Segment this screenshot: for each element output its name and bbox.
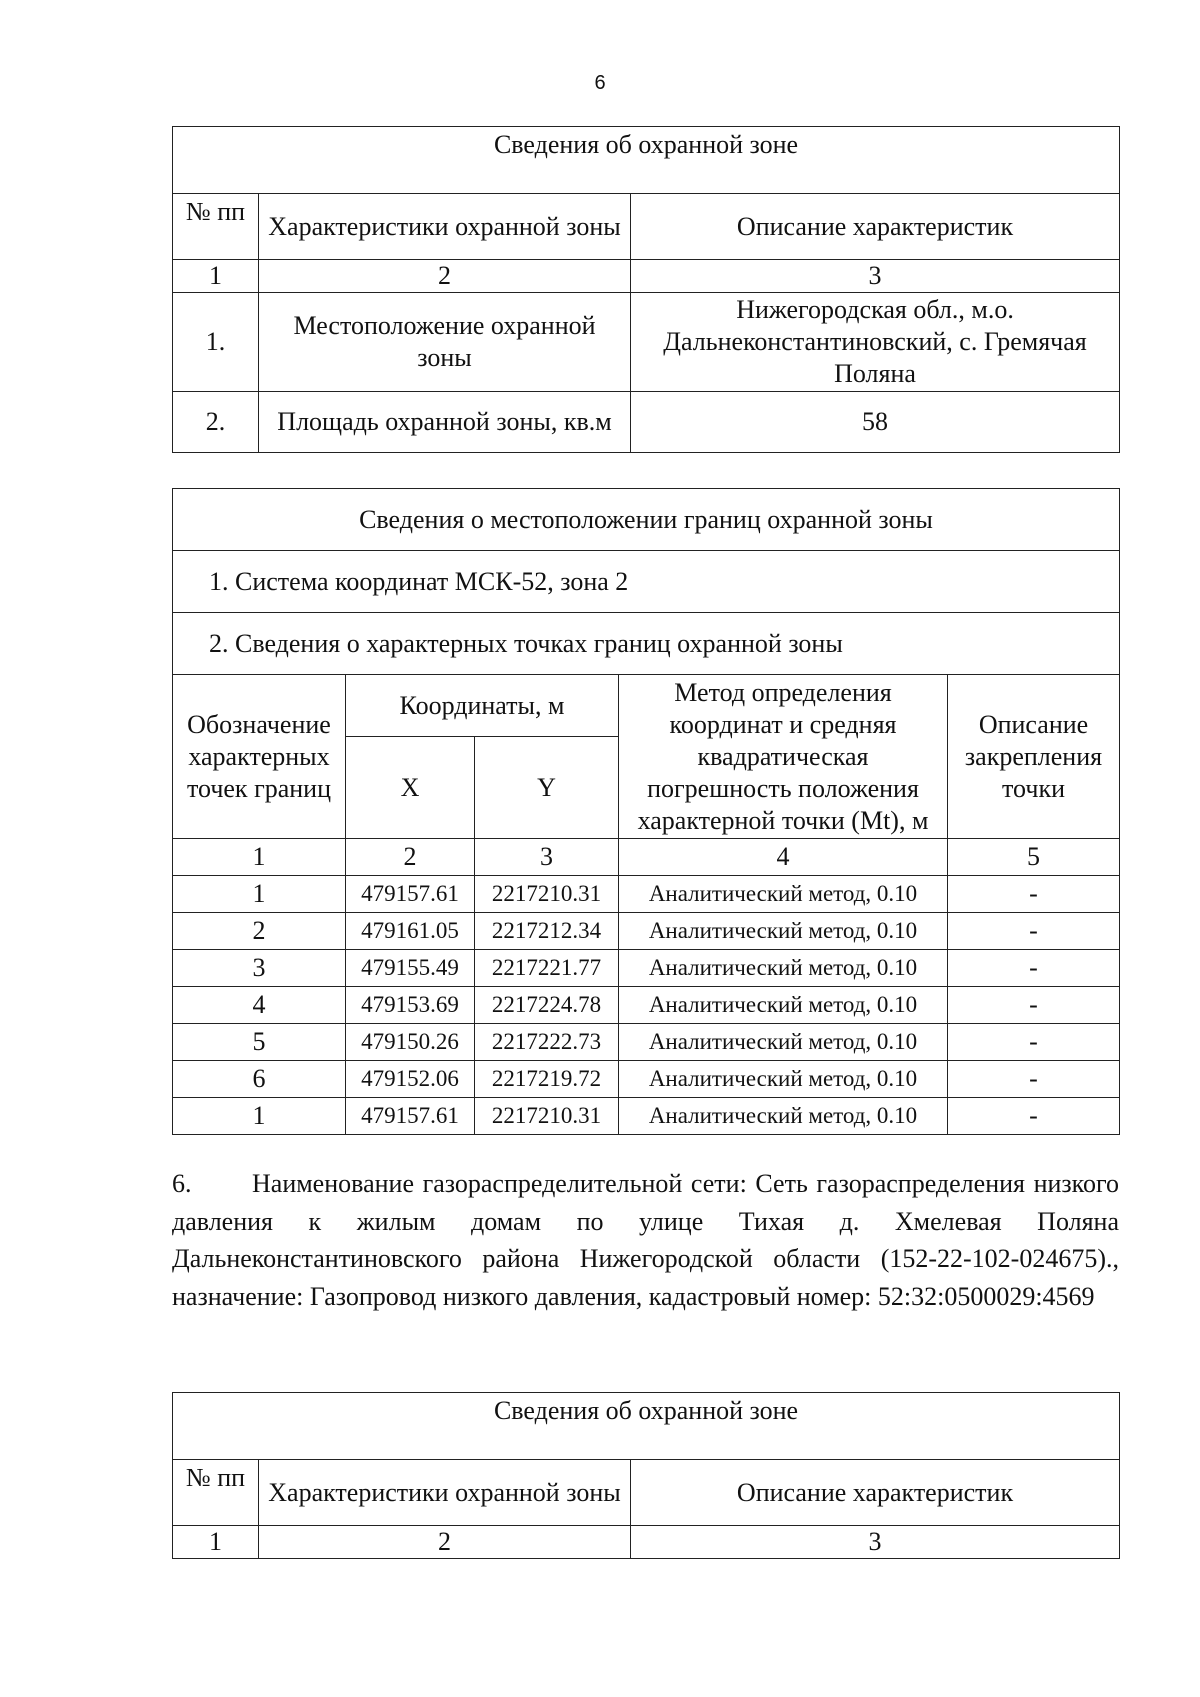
boundary-points-table xyxy=(172,488,1120,1135)
network-description xyxy=(172,1165,1119,1315)
row-number: 2. xyxy=(173,392,259,453)
fixing-cell: - xyxy=(948,876,1120,913)
y-cell: 2217210.31 xyxy=(475,876,619,913)
point-cell: 6 xyxy=(173,1061,346,1098)
index-cell: 5 xyxy=(948,839,1120,876)
row-description: Нижегородская обл., м.о. Дальнеконстантиновский, с. Гремячая Поляна xyxy=(631,293,1120,392)
x-cell: 479157.61 xyxy=(346,876,475,913)
header-number: № пп xyxy=(173,194,259,260)
method-cell: Аналитический метод, 0.10 xyxy=(619,913,948,950)
method-cell: Аналитический метод, 0.10 xyxy=(619,987,948,1024)
method-cell: Аналитический метод, 0.10 xyxy=(619,1098,948,1135)
point-cell: 3 xyxy=(173,950,346,987)
y-cell: 2217221.77 xyxy=(475,950,619,987)
points-title: 2. Сведения о характерных точках границ охранной зоны xyxy=(173,613,1120,675)
fixing-cell: - xyxy=(948,1098,1120,1135)
method-cell: Аналитический метод, 0.10 xyxy=(619,876,948,913)
table-row xyxy=(173,392,1120,453)
index-cell: 2 xyxy=(346,839,475,876)
method-cell: Аналитический метод, 0.10 xyxy=(619,1061,948,1098)
index-cell: 2 xyxy=(259,260,631,293)
fixing-cell: - xyxy=(948,950,1120,987)
fixing-cell: - xyxy=(948,1061,1120,1098)
method-cell: Аналитический метод, 0.10 xyxy=(619,950,948,987)
header-description: Описание характеристик xyxy=(631,1460,1120,1526)
index-cell: 3 xyxy=(475,839,619,876)
index-cell: 1 xyxy=(173,260,259,293)
table-row xyxy=(173,876,1120,913)
header-y: Y xyxy=(475,737,619,839)
index-cell: 3 xyxy=(631,260,1120,293)
x-cell: 479152.06 xyxy=(346,1061,475,1098)
table-row xyxy=(173,293,1120,392)
table-title: Сведения о местоположении границ охранной зоны xyxy=(173,489,1120,551)
table-title: Сведения об охранной зоне xyxy=(173,1393,1120,1460)
row-characteristic: Площадь охранной зоны, кв.м xyxy=(259,392,631,453)
index-cell: 2 xyxy=(259,1526,631,1559)
coordinate-system: 1. Система координат МСК-52, зона 2 xyxy=(173,551,1120,613)
index-cell: 1 xyxy=(173,1526,259,1559)
header-description: Описание характеристик xyxy=(631,194,1120,260)
fixing-cell: - xyxy=(948,987,1120,1024)
protection-zone-table-2 xyxy=(172,1392,1120,1559)
table-row xyxy=(173,1024,1120,1061)
header-coordinates: Координаты, м xyxy=(346,675,619,737)
method-cell: Аналитический метод, 0.10 xyxy=(619,1024,948,1061)
x-cell: 479153.69 xyxy=(346,987,475,1024)
header-characteristic: Характеристики охранной зоны xyxy=(259,1460,631,1526)
row-characteristic: Местоположение охранной зоны xyxy=(259,293,631,392)
header-method: Метод определения координат и средняя квадратическая погрешность положения характерной точки (Mt), м xyxy=(619,675,948,839)
index-cell: 4 xyxy=(619,839,948,876)
point-cell: 1 xyxy=(173,876,346,913)
table-row xyxy=(173,1098,1120,1135)
point-cell: 1 xyxy=(173,1098,346,1135)
row-description: 58 xyxy=(631,392,1120,453)
fixing-cell: - xyxy=(948,1024,1120,1061)
header-characteristic: Характеристики охранной зоны xyxy=(259,194,631,260)
x-cell: 479155.49 xyxy=(346,950,475,987)
table-row xyxy=(173,950,1120,987)
x-cell: 479157.61 xyxy=(346,1098,475,1135)
x-cell: 479150.26 xyxy=(346,1024,475,1061)
header-fixing: Описание закрепления точки xyxy=(948,675,1120,839)
table-title: Сведения об охранной зоне xyxy=(173,127,1120,194)
table-row xyxy=(173,987,1120,1024)
header-x: X xyxy=(346,737,475,839)
x-cell: 479161.05 xyxy=(346,913,475,950)
index-cell: 1 xyxy=(173,839,346,876)
protection-zone-table xyxy=(172,126,1120,453)
paragraph-number: 6. xyxy=(172,1169,192,1198)
y-cell: 2217222.73 xyxy=(475,1024,619,1061)
y-cell: 2217219.72 xyxy=(475,1061,619,1098)
y-cell: 2217224.78 xyxy=(475,987,619,1024)
point-cell: 5 xyxy=(173,1024,346,1061)
y-cell: 2217210.31 xyxy=(475,1098,619,1135)
paragraph-text: Наименование газораспределительной сети: Сеть газораспределения низкого давления к жилым домам по улице Тихая д. Хмелевая Поляна Дальнеконстантиновского района Нижегородской области (152-22-102-024675)., назначение: Газопровод низкого давления, кадастровый номер: 52:32:0500029:4569 xyxy=(172,1169,1119,1311)
point-cell: 4 xyxy=(173,987,346,1024)
page-number: 6 xyxy=(594,72,606,94)
table-row xyxy=(173,1061,1120,1098)
y-cell: 2217212.34 xyxy=(475,913,619,950)
point-cell: 2 xyxy=(173,913,346,950)
table-row xyxy=(173,913,1120,950)
header-number: № пп xyxy=(173,1460,259,1526)
index-cell: 3 xyxy=(631,1526,1120,1559)
row-number: 1. xyxy=(173,293,259,392)
fixing-cell: - xyxy=(948,913,1120,950)
header-designation: Обозначение характерных точек границ xyxy=(173,675,346,839)
